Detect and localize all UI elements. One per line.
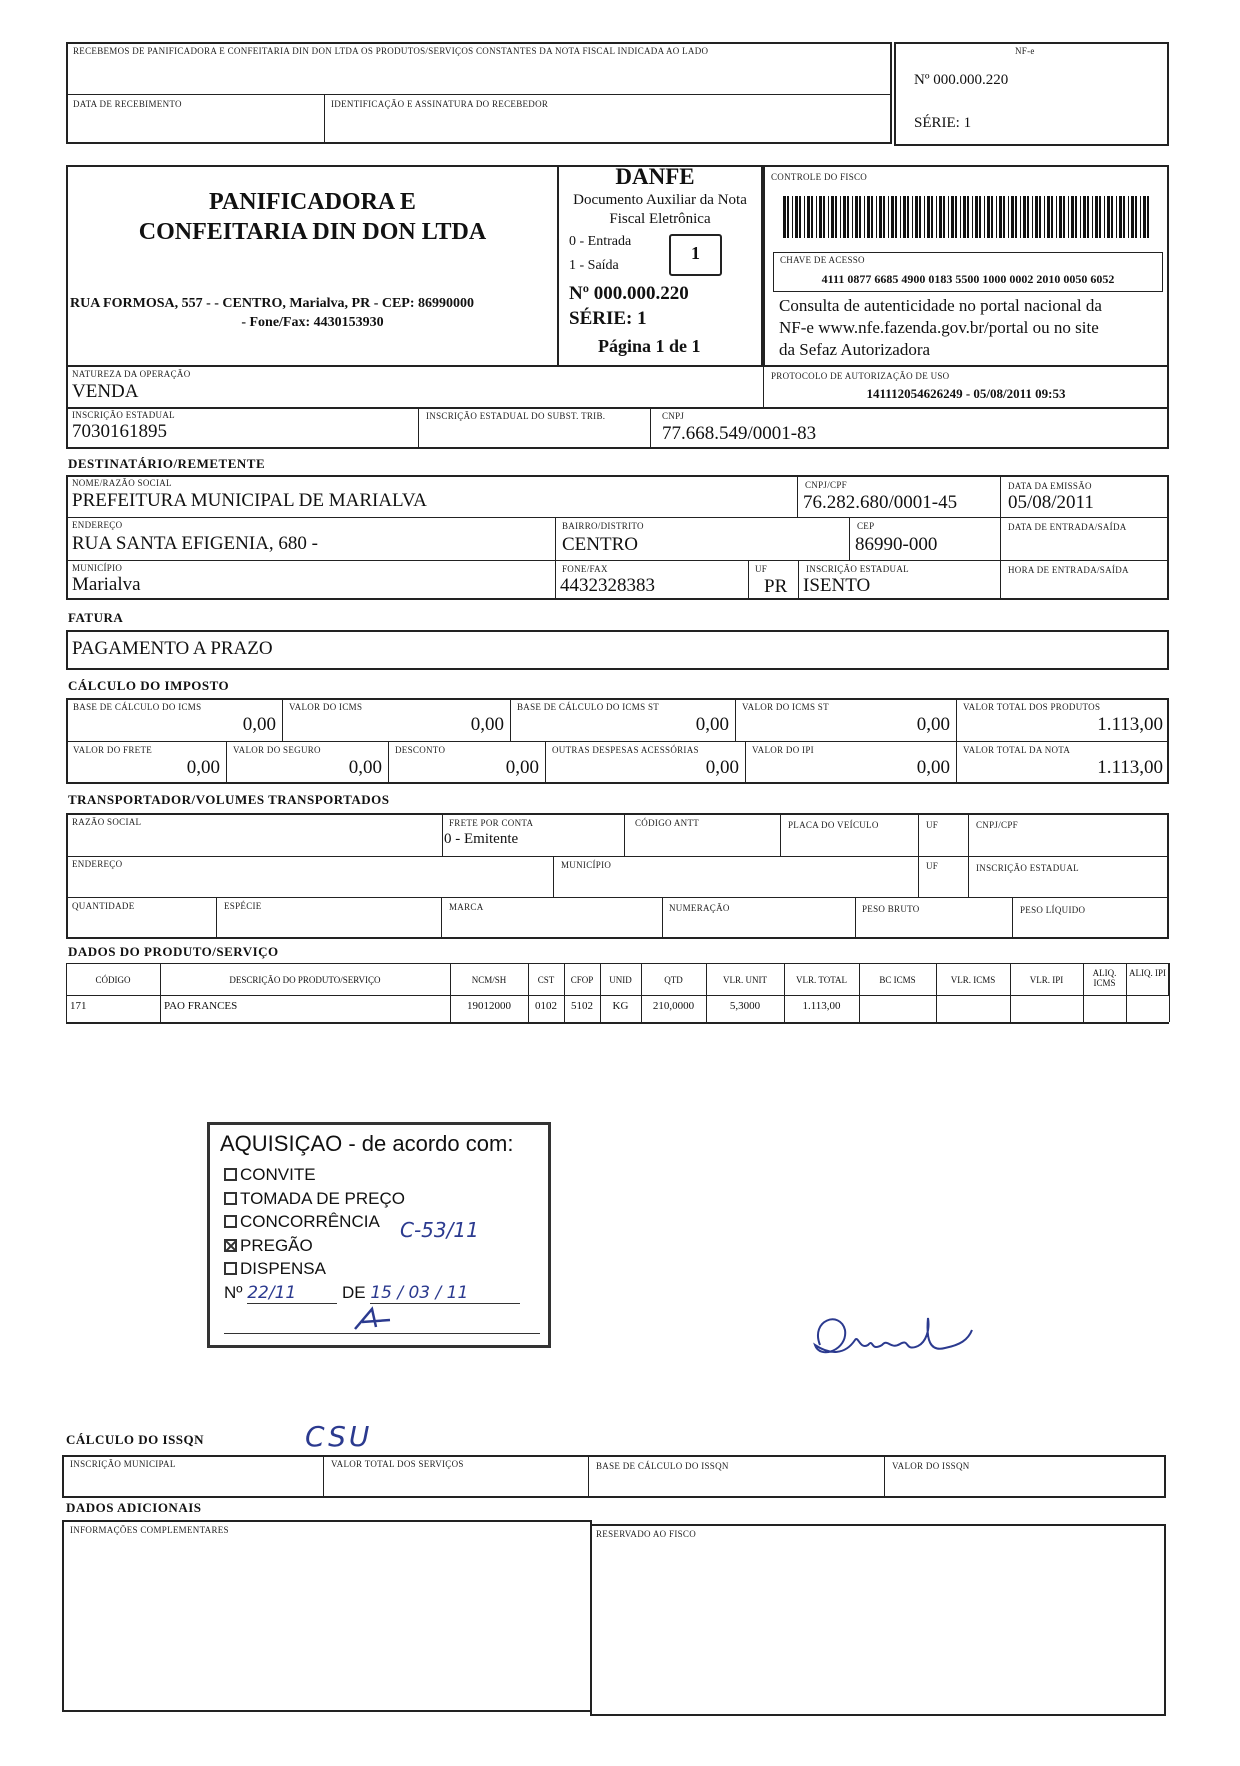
recipient-entry-date-label: DATA DE ENTRADA/SAÍDA <box>1008 522 1127 532</box>
receipt-number: Nº 000.000.220 <box>914 72 1009 88</box>
tax-label: VALOR DO ICMS ST <box>742 702 829 712</box>
products-row-bottom <box>66 1022 1169 1024</box>
transport-section: TRANSPORTADOR/VOLUMES TRANSPORTADOS <box>68 792 390 807</box>
issuer-phone: - Fone/Fax: 4430153930 <box>241 315 384 330</box>
stamp-checkbox <box>224 1192 237 1205</box>
signature <box>800 1300 1000 1380</box>
access-key-label: CHAVE DE ACESSO <box>780 255 865 265</box>
products-header-8: VLR. TOTAL <box>796 975 847 985</box>
issqn-section: CÁLCULO DO ISSQN <box>66 1432 205 1447</box>
recipient-city: Marialva <box>72 574 141 595</box>
tax-value: 0,00 <box>705 757 739 778</box>
products-header-7: VLR. UNIT <box>723 975 767 985</box>
issqn-label: INSCRIÇÃO MUNICIPAL <box>70 1459 176 1469</box>
products-header-0: CÓDIGO <box>95 975 131 985</box>
recipient-entry-time-label: HORA DE ENTRADA/SAÍDA <box>1008 565 1129 575</box>
stamp-checkbox <box>224 1215 237 1228</box>
products-header-5: UNID <box>609 975 632 985</box>
tax-value: 0,00 <box>505 757 539 778</box>
issqn-label: VALOR TOTAL DOS SERVIÇOS <box>331 1459 464 1469</box>
tax-label: VALOR DO ICMS <box>289 702 363 712</box>
receipt-date-label: DATA DE RECEBIMENTO <box>73 99 182 109</box>
transport-qty-label: QUANTIDADE <box>72 901 135 911</box>
recipient-address: RUA SANTA EFIGENIA, 680 - <box>72 533 319 554</box>
products-divider <box>641 963 642 1022</box>
fisco-consult-3: da Sefaz Autorizadora <box>779 340 931 359</box>
stamp-title: AQUISIÇAO - de acordo com: <box>220 1131 514 1156</box>
stamp-option-label: CONCORRÊNCIA <box>240 1212 380 1231</box>
protocol-value: 141112054626249 - 05/08/2011 09:53 <box>866 386 1066 401</box>
issqn-divider <box>323 1455 324 1498</box>
issuer-name-line2: CONFEITARIA DIN DON LTDA <box>138 219 487 245</box>
recipient-ie: ISENTO <box>803 575 871 596</box>
cnpj-label: CNPJ <box>662 411 685 421</box>
products-cell: 5102 <box>571 1000 593 1012</box>
access-key: 4111 0877 6685 4900 0183 5500 1000 0002 2010 0050 6052 <box>821 272 1115 286</box>
transport-box <box>66 813 1169 939</box>
products-header-10: VLR. ICMS <box>950 975 996 985</box>
issqn-divider <box>588 1455 589 1498</box>
recipient-section: DESTINATÁRIO/REMETENTE <box>68 456 266 471</box>
products-divider <box>1169 963 1170 1022</box>
acquisition-stamp <box>207 1122 551 1348</box>
ie-row <box>66 407 1169 449</box>
fisco-consult-1: Consulta de autenticidade no portal nacional da <box>779 296 1102 315</box>
stamp-checkbox <box>224 1262 237 1275</box>
transport-uf-label: UF <box>926 820 939 830</box>
stamp-option-label: PREGÃO <box>240 1235 313 1255</box>
tax-value: 0,00 <box>470 714 504 735</box>
tax-label: VALOR DO SEGURO <box>233 745 321 755</box>
ie-st-label: INSCRIÇÃO ESTADUAL DO SUBST. TRIB. <box>426 411 606 421</box>
tax-label: DESCONTO <box>395 745 446 755</box>
tax-value: 0,00 <box>242 714 276 735</box>
nature-label: NATUREZA DA OPERAÇÃO <box>72 369 191 379</box>
recipient-phone-label: FONE/FAX <box>562 564 608 574</box>
stamp-options <box>224 1163 405 1281</box>
recipient-district: CENTRO <box>562 534 638 555</box>
receipt-series: SÉRIE: 1 <box>914 115 972 131</box>
products-header-1: DESCRIÇÃO DO PRODUTO/SERVIÇO <box>229 975 381 985</box>
danfe-subtitle2: Fiscal Eletrônica <box>609 211 711 227</box>
recipient-uf-label: UF <box>755 564 768 574</box>
protocol-label: PROTOCOLO DE AUTORIZAÇÃO DE USO <box>771 371 950 381</box>
issuer-name-line1: PANIFICADORA E <box>209 189 416 215</box>
stamp-option-label: CONVITE <box>240 1165 316 1184</box>
transport-antt-label: CÓDIGO ANTT <box>635 818 700 828</box>
stamp-checkbox <box>224 1239 237 1252</box>
stamp-date-hand: 15 / 03 / 11 <box>370 1283 520 1304</box>
products-cell: 210,0000 <box>652 1000 695 1012</box>
products-cell: 171 <box>70 1000 87 1012</box>
stamp-number-line <box>224 1283 520 1304</box>
tax-section: CÁLCULO DO IMPOSTO <box>68 678 230 693</box>
transport-address-label: ENDEREÇO <box>72 859 123 869</box>
stamp-option <box>224 1187 405 1211</box>
tax-label: VALOR DO IPI <box>752 745 814 755</box>
transport-cnpj-label: CNPJ/CPF <box>976 820 1018 830</box>
transport-plate-label: PLACA DO VEÍCULO <box>788 820 879 830</box>
recipient-name-label: NOME/RAZÃO SOCIAL <box>72 478 172 488</box>
products-cell: KG <box>612 1000 629 1012</box>
products-cell: 0102 <box>535 1000 557 1012</box>
products-cell: 5,3000 <box>729 1000 761 1012</box>
products-divider <box>564 963 565 1022</box>
stamp-option <box>224 1210 405 1234</box>
issuer-address: RUA FORMOSA, 557 - - CENTRO, Marialva, PR - CEP: 86990000 <box>70 296 475 311</box>
danfe-page: Página 1 de 1 <box>598 336 701 356</box>
transport-city-label: MUNICÍPIO <box>561 860 612 870</box>
tax-label: VALOR DO FRETE <box>73 745 153 755</box>
csu-hand: CSU <box>305 1420 373 1453</box>
products-cell: PAO FRANCES <box>164 1000 238 1012</box>
recipient-emission: 05/08/2011 <box>1008 492 1094 513</box>
tax-label: OUTRAS DESPESAS ACESSÓRIAS <box>552 745 699 755</box>
additional-info-label: INFORMAÇÕES COMPLEMENTARES <box>70 1525 229 1535</box>
products-divider <box>528 963 529 1022</box>
recipient-phone: 4432328383 <box>560 575 655 596</box>
products-divider <box>936 963 937 1022</box>
transport-species-label: ESPÉCIE <box>224 901 262 911</box>
recipient-cnpj: 76.282.680/0001-45 <box>803 492 958 513</box>
additional-fisco-box <box>590 1524 1166 1716</box>
products-header-12: ALIQ. ICMS <box>1092 968 1117 988</box>
stamp-pregao-hand: C-53/11 <box>400 1218 479 1242</box>
products-header-13: ALIQ. IPI <box>1129 968 1166 978</box>
danfe-title: DANFE <box>615 164 695 189</box>
receipt-text: RECEBEMOS DE PANIFICADORA E CONFEITARIA DIN DON LTDA OS PRODUTOS/SERVIÇOS CONSTANTES DA NOTA FISCAL INDICADA AO LADO <box>73 46 709 56</box>
stamp-number-prefix: Nº <box>224 1283 243 1302</box>
products-left-edge <box>66 996 67 1022</box>
recipient-city-label: MUNICÍPIO <box>72 563 123 573</box>
issqn-label: VALOR DO ISSQN <box>892 1461 970 1471</box>
recipient-name: PREFEITURA MUNICIPAL DE MARIALVA <box>72 490 427 511</box>
issqn-divider <box>884 1455 885 1498</box>
products-divider <box>784 963 785 1022</box>
tax-label: BASE DE CÁLCULO DO ICMS <box>73 702 202 712</box>
recipient-district-label: BAIRRO/DISTRITO <box>562 521 644 531</box>
recipient-uf: PR <box>764 576 788 597</box>
receipt-stub <box>66 42 892 144</box>
products-divider <box>160 963 161 1022</box>
tax-label: VALOR TOTAL DA NOTA <box>963 745 1071 755</box>
danfe-series: SÉRIE: 1 <box>569 308 647 329</box>
transport-name-label: RAZÃO SOCIAL <box>72 817 142 827</box>
transport-net-label: PESO LÍQUIDO <box>1020 905 1086 915</box>
products-header-2: NCM/SH <box>471 975 507 985</box>
tax-value: 0,00 <box>186 757 220 778</box>
transport-freight-label: FRETE POR CONTA <box>449 818 534 828</box>
stamp-option <box>224 1234 405 1258</box>
products-cell: 19012000 <box>467 1000 511 1012</box>
products-divider <box>600 963 601 1022</box>
stamp-number-hand: 22/11 <box>247 1283 337 1304</box>
additional-section: DADOS ADICIONAIS <box>66 1500 202 1515</box>
tax-value: 0,00 <box>695 714 729 735</box>
danfe-number: Nº 000.000.220 <box>569 283 689 304</box>
danfe-type-value: 1 <box>691 243 700 263</box>
transport-brand-label: MARCA <box>449 902 484 912</box>
danfe-exit: 1 - Saída <box>569 258 619 273</box>
additional-fisco-label: RESERVADO AO FISCO <box>596 1529 697 1539</box>
danfe-entry: 0 - Entrada <box>569 234 632 249</box>
transport-gross-label: PESO BRUTO <box>862 904 920 914</box>
products-header-4: CFOP <box>570 975 594 985</box>
stamp-initials-mark <box>350 1305 400 1335</box>
products-cell: 1.113,00 <box>802 1000 841 1012</box>
nature-value: VENDA <box>72 381 139 402</box>
receipt-nfe-label: NF-e <box>1015 46 1035 56</box>
recipient-ie-label: INSCRIÇÃO ESTADUAL <box>806 564 909 574</box>
issqn-label: BASE DE CÁLCULO DO ISSQN <box>596 1461 729 1471</box>
tax-value: 1.113,00 <box>1097 714 1163 735</box>
ie-value: 7030161895 <box>72 421 167 442</box>
invoice-value: PAGAMENTO A PRAZO <box>72 638 273 659</box>
products-header-11: VLR. IPI <box>1029 975 1064 985</box>
additional-info-box <box>62 1520 592 1712</box>
recipient-cep: 86990-000 <box>855 534 938 555</box>
danfe-subtitle1: Documento Auxiliar da Nota <box>573 192 747 208</box>
stamp-option-label: TOMADA DE PREÇO <box>240 1188 405 1208</box>
transport-freight: 0 - Emitente <box>444 831 519 847</box>
recipient-emission-label: DATA DA EMISSÃO <box>1008 481 1092 491</box>
fisco-consult-2: NF-e www.nfe.fazenda.gov.br/portal ou no site <box>779 318 1099 337</box>
tax-value: 0,00 <box>916 714 950 735</box>
tax-value: 0,00 <box>916 757 950 778</box>
fisco-control-label: CONTROLE DO FISCO <box>771 172 868 182</box>
receipt-sign-label: IDENTIFICAÇÃO E ASSINATURA DO RECEBEDOR <box>331 99 549 109</box>
tax-label: BASE DE CÁLCULO DO ICMS ST <box>517 702 660 712</box>
products-section: DADOS DO PRODUTO/SERVIÇO <box>68 944 279 959</box>
ie-label: INSCRIÇÃO ESTADUAL <box>72 410 175 420</box>
stamp-option <box>224 1257 405 1281</box>
products-divider <box>859 963 860 1022</box>
products-header-3: CST <box>537 975 555 985</box>
tax-value: 0,00 <box>348 757 382 778</box>
stamp-de-label: DE <box>341 1283 366 1302</box>
products-divider <box>450 963 451 1022</box>
tax-label: VALOR TOTAL DOS PRODUTOS <box>963 702 1101 712</box>
stamp-checkbox <box>224 1168 237 1181</box>
stamp-option-label: DISPENSA <box>240 1259 326 1278</box>
products-header-9: BC ICMS <box>879 975 916 985</box>
stamp-option <box>224 1163 405 1187</box>
transport-numbering-label: NUMERAÇÃO <box>669 903 730 913</box>
products-header-6: QTD <box>664 975 683 985</box>
cnpj-value: 77.668.549/0001-83 <box>662 423 817 444</box>
transport-ie-label: INSCRIÇÃO ESTADUAL <box>976 863 1079 873</box>
products-divider <box>1010 963 1011 1022</box>
transport-uf2-label: UF <box>926 861 939 871</box>
recipient-address-label: ENDEREÇO <box>72 520 123 530</box>
invoice-section: FATURA <box>68 610 124 625</box>
tax-value: 1.113,00 <box>1097 757 1163 778</box>
recipient-cnpj-label: CNPJ/CPF <box>805 480 847 490</box>
products-divider <box>706 963 707 1022</box>
barcode <box>783 196 1149 238</box>
recipient-cep-label: CEP <box>857 521 875 531</box>
